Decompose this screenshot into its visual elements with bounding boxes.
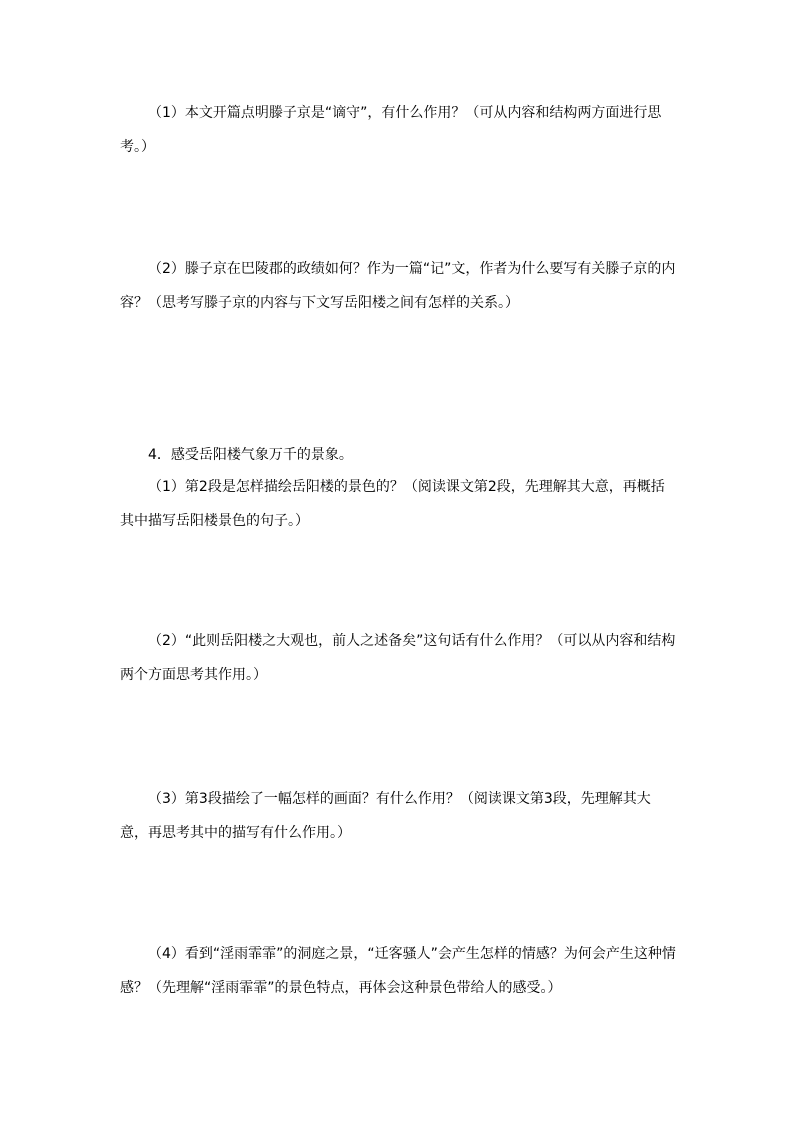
question-1-2: （2）滕子京在巴陵郡的政绩如何？作为一篇“记”文，作者为什么要写有关滕子京的内容？（思考写滕子京的内容与下文写岳阳楼之间有怎样的关系。） [120,261,676,311]
question-4-1: （1）第2段是怎样描绘岳阳楼的景色的？（阅读课文第2段，先理解其大意，再概括其中描写岳阳楼景色的句子。） [120,479,665,529]
question-4-2: （2）“此则岳阳楼之大观也，前人之述备矣”这句话有什么作用？（可以从内容和结构两个方面思考其作用。） [120,633,676,683]
question-4-3: （3）第3段描绘了一幅怎样的画面？有什么作用？（阅读课文第3段，先理解其大意，再思考其中的描写有什么作用。） [120,791,651,841]
question-4-4: （4）看到“淫雨霏霏”的洞庭之景，“迁客骚人”会产生怎样的情感？为何会产生这种情感？（先理解“淫雨霏霏”的景色特点，再体会这种景色带给人的感受。） [120,946,676,996]
question-1-1: （1）本文开篇点明滕子京是“谪守”，有什么作用？（可从内容和结构两方面进行思考。） [120,105,662,155]
section-4-heading: 4．感受岳阳楼气象万千的景象。 [148,447,353,463]
